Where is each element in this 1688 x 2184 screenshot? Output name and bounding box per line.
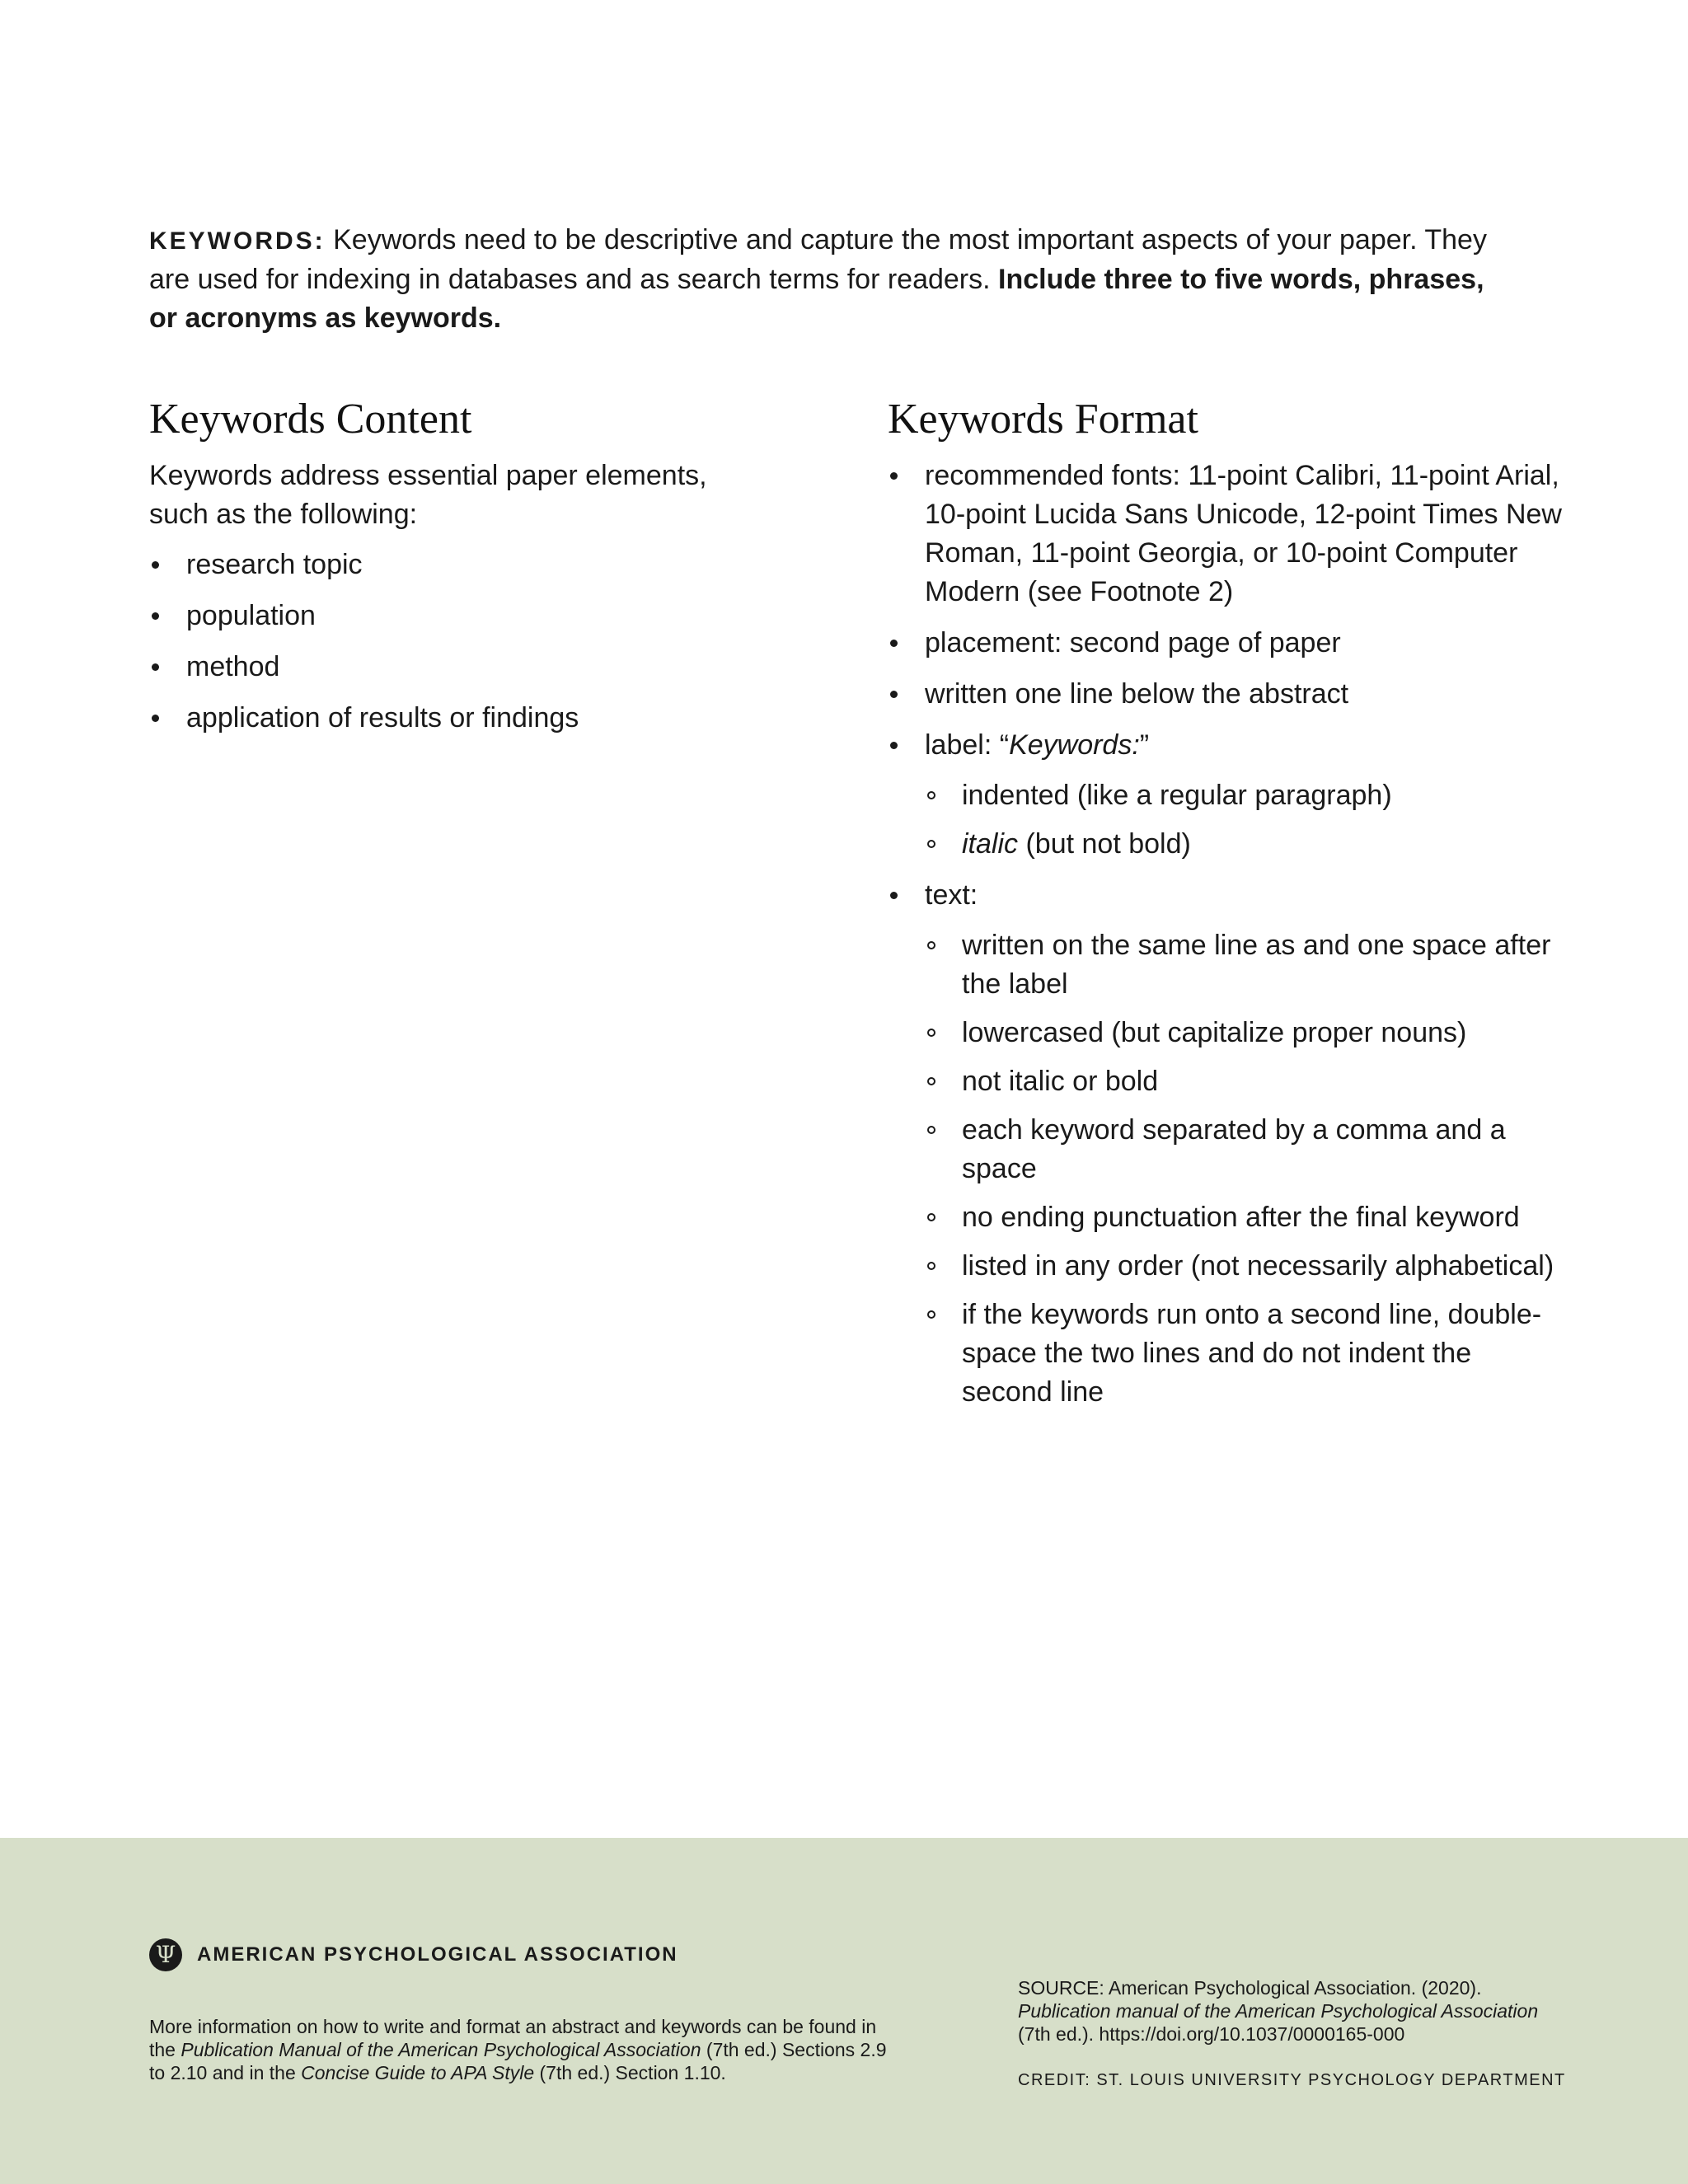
keywords-content-heading: Keywords Content — [149, 396, 472, 443]
keywords-format-section — [888, 394, 1564, 1424]
source-citation — [1018, 1976, 1545, 2046]
label-suffix: ” — [1139, 729, 1150, 761]
apa-logo — [149, 1938, 678, 1971]
apa-psi-icon: Ψ — [149, 1938, 182, 1971]
more-info-text: More information on how to write and format an abstract and keywords can be found in the — [149, 2016, 877, 2060]
keywords-content-section — [149, 394, 743, 750]
label-italic: Keywords: — [1009, 729, 1140, 761]
list-item-fonts: recommended fonts: 11-point Calibri, 11-point Arial, 10-point Lucida Sans Unicode, 12-point Times New Roman, 11-point Georgia, or 10-point Computer Modern (see Footnote 2) — [888, 457, 1564, 612]
list-item: application of results or findings — [149, 699, 743, 738]
list-item: population — [149, 597, 743, 635]
more-info-text: (7th ed.) Sections 2.9 to 2.10 and in the — [149, 2039, 887, 2083]
credit: CREDIT: ST. LOUIS UNIVERSITY PSYCHOLOGY DEPARTMENT — [1018, 2071, 1566, 2089]
concise-guide-title: Concise Guide to APA Style — [301, 2062, 535, 2083]
keywords-intro — [149, 221, 1501, 338]
more-info — [149, 2015, 891, 2084]
list-item: method — [149, 648, 743, 687]
text-label: text: — [925, 879, 978, 911]
org-name: AMERICAN PSYCHOLOGICAL ASSOCIATION — [197, 1943, 678, 1966]
list-item-position: written one line below the abstract — [888, 675, 1564, 714]
intro-text: Keywords need to be descriptive and capture the most important aspects of your paper. They are used for indexing in databases and as search terms for readers. — [149, 224, 1487, 295]
publication-manual-title: Publication Manual of the American Psychological Association — [181, 2039, 701, 2060]
label-prefix: label: “ — [925, 729, 1010, 761]
sub-item: no ending punctuation after the final keyword — [925, 1198, 1564, 1237]
sub-item: lowercased (but capitalize proper nouns) — [925, 1014, 1564, 1052]
list-item: research topic — [149, 546, 743, 584]
italic-rest: (but not bold) — [1018, 828, 1191, 860]
list-item-label — [888, 726, 1564, 864]
sub-item: listed in any order (not necessarily alphabetical) — [925, 1247, 1564, 1286]
format-list — [888, 457, 1564, 1412]
sub-item: each keyword separated by a comma and a space — [925, 1111, 1564, 1188]
more-info-text: (7th ed.) Section 1.10. — [534, 2062, 726, 2083]
label-sublist — [925, 776, 1564, 864]
keywords-content-lead: Keywords address essential paper elements, such as the following: — [149, 460, 707, 530]
source-title: Publication manual of the American Psychological Association — [1018, 2000, 1539, 2022]
intro-bold-text: Include three to five words, phrases, or acronyms as keywords. — [149, 264, 1484, 334]
sub-item: not italic or bold — [925, 1062, 1564, 1101]
text-sublist — [925, 926, 1564, 1412]
content-list — [149, 546, 743, 738]
sub-item: if the keywords run onto a second line, double-space the two lines and do not indent the second line — [925, 1296, 1564, 1412]
sub-item: written on the same line as and one space after the label — [925, 926, 1564, 1004]
sub-item: indented (like a regular paragraph) — [925, 776, 1564, 815]
keywords-label: KEYWORDS: — [149, 227, 326, 255]
source-text: (7th ed.). https://doi.org/10.1037/0000165-000 — [1018, 2023, 1405, 2045]
footer — [0, 1838, 1688, 2184]
list-item-text — [888, 876, 1564, 1412]
italic-word: italic — [962, 828, 1019, 860]
keywords-format-heading: Keywords Format — [888, 396, 1198, 443]
sub-item — [925, 825, 1564, 864]
source-text: SOURCE: American Psychological Association. (2020). — [1018, 1977, 1482, 1999]
list-item-placement: placement: second page of paper — [888, 624, 1564, 663]
